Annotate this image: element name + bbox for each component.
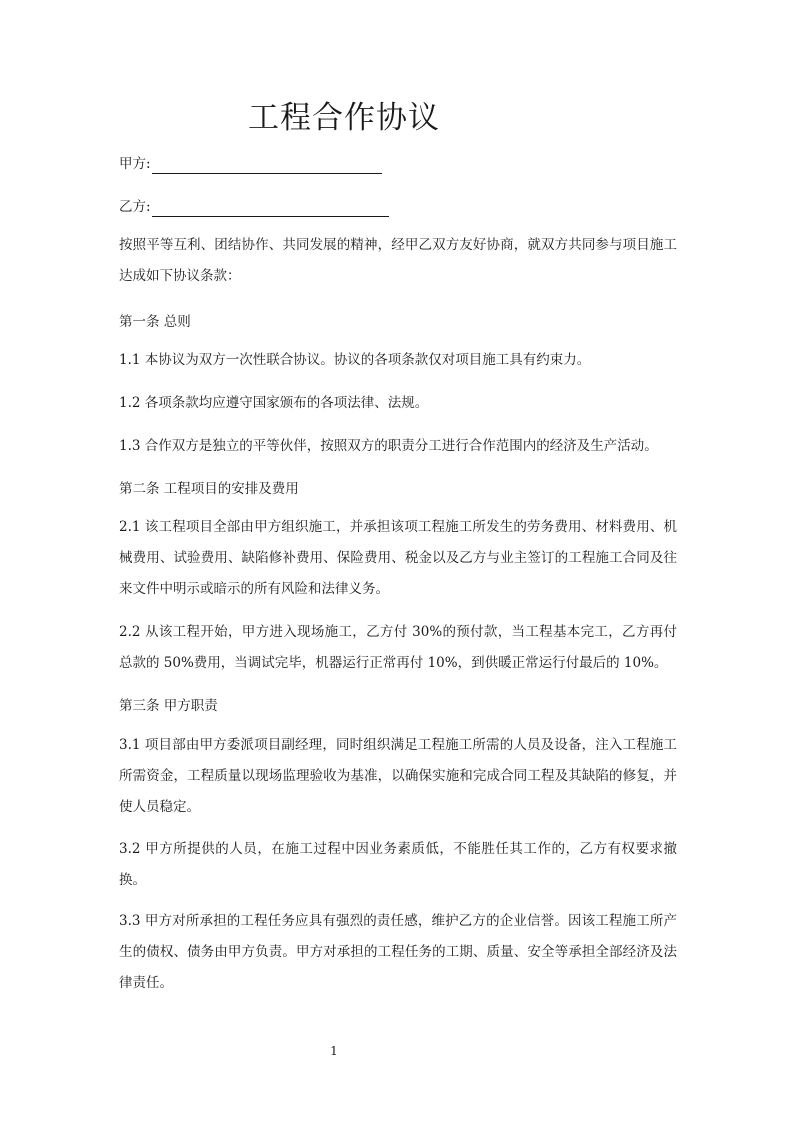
document-title: 工程合作协议 [248,100,440,136]
party-a-label: 甲方: [119,156,151,172]
clause-3-3: 3.3 甲方对所承担的工程任务应具有强烈的责任感，维护乙方的企业信誉。因该工程施工所产生的债权、债务由甲方负责。甲方对承担的工程任务的工期、质量、安全等承担全部经济及法律责任。 [119,913,677,991]
clause-1-2: 1.2 各项条款均应遵守国家颁布的各项法律、法规。 [119,395,429,411]
article-2-heading: 第二条 工程项目的安排及费用 [119,481,299,497]
intro-paragraph: 按照平等互利、团结协作、共同发展的精神，经甲乙双方友好协商，就双方共同参与项目施工达成如下协议条款： [119,237,677,284]
party-a-blank-line [152,159,382,174]
clause-1-3: 1.3 合作双方是独立的平等伙伴，按照双方的职责分工进行合作范围内的经济及生产活动。 [119,438,658,454]
article-3-heading: 第三条 甲方职责 [119,698,218,714]
clause-3-1: 3.1 项目部由甲方委派项目副经理，同时组织满足工程施工所需的人员及设备，注入工程施工所需资金，工程质量以现场监理验收为基准，以确保实施和完成合同工程及其缺陷的修复，并使人员稳定。 [119,737,677,815]
party-b-field [119,197,389,217]
clause-1-1: 1.1 本协议为双方一次性联合协议。协议的各项条款仅对项目施工具有约束力。 [119,352,591,368]
party-a-field [119,154,382,174]
clause-2-1: 2.1 该工程项目全部由甲方组织施工，并承担该项工程施工所发生的劳务费用、材料费用、机械费用、试验费用、缺陷修补费用、保险费用、税金以及乙方与业主签订的工程施工合同及往来文件中明示或暗示的所有风险和法律义务。 [119,519,677,597]
clause-2-2: 2.2 从该工程开始，甲方进入现场施工，乙方付 30%的预付款，当工程基本完工，乙方再付总款的 50%费用，当调试完毕，机器运行正常再付 10%，到供暖正常运行付最后的 10%。 [119,624,677,671]
article-1-heading: 第一条 总则 [119,314,191,330]
page-number: 1 [330,1044,338,1058]
party-b-label: 乙方: [119,199,151,215]
party-b-blank-line [152,202,389,217]
clause-3-2: 3.2 甲方所提供的人员，在施工过程中因业务素质低，不能胜任其工作的，乙方有权要求撤换。 [119,841,677,888]
